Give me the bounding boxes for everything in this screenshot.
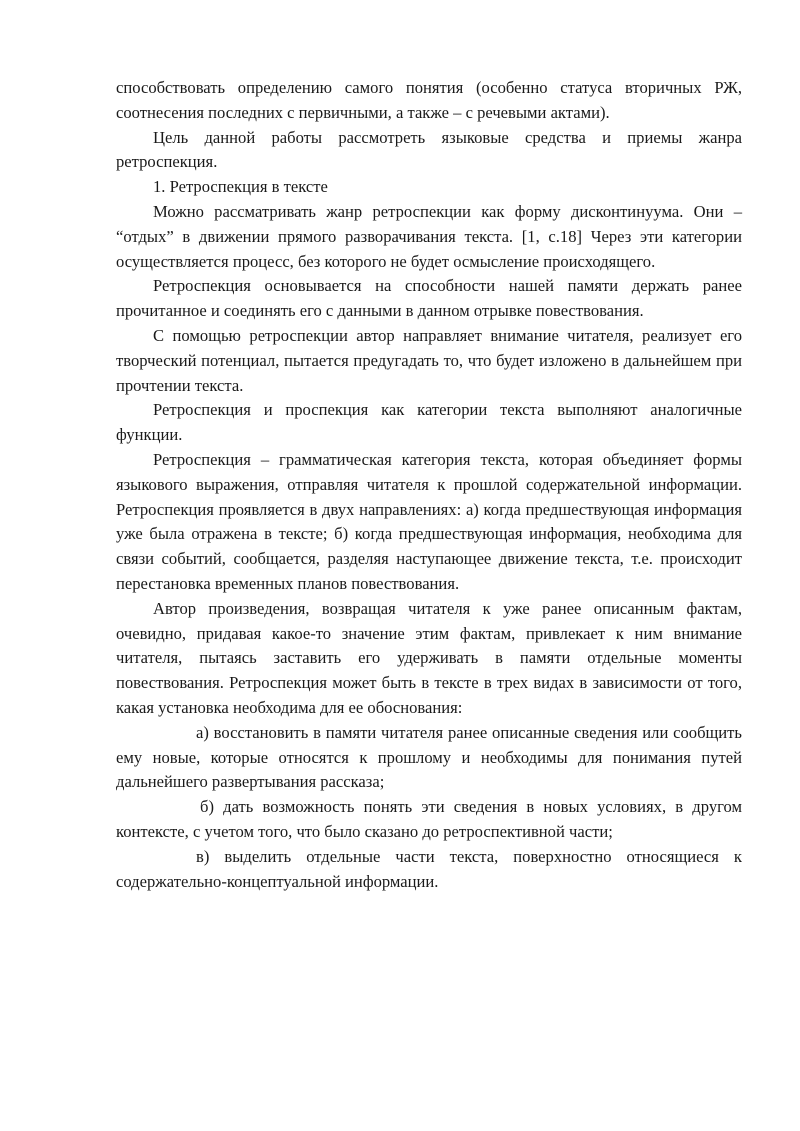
paragraph-memory: Ретроспекция основывается на способности нашей памяти держать ранее прочитанное и соединять его с данными в данном отрывке повествования. [116,276,742,321]
list-item-a: а) восстановить в памяти читателя ранее описанные сведения или сообщить ему новые, которые относятся к прошлому и необходимы для понимания путей дальнейшего развертывания рассказа; [116,722,742,792]
paragraph-discontinuum: Можно рассматривать жанр ретроспекции как форму дисконтинуума. Они – “отдых” в движении прямого разворачивания текста. [1, с.18] Через эти категории осуществляется процесс, без которого не будет осмысление происходящего. [116,201,742,271]
list-item-v: в) выделить отдельные части текста, поверхностно относящиеся к содержательно-концептуальной информации. [116,846,742,891]
paragraph-prospection: Ретроспекция и проспекция как категории текста выполняют аналогичные функции. [116,400,742,445]
paragraph-grammatical-category: Ретроспекция – грамматическая категория текста, которая объединяет формы языкового выражения, отправляя читателя к прошлой содержательной информации. Ретроспекция проявляется в двух направлениях: а) когда предшествующая информация уже была отражена в тексте; б) когда предшествующая информация, необходима для связи событий, сообщается, разделяя наступающее движение текста, т.е. происходит перестановка временных планов повествования. [116,449,742,593]
paragraph-author-attention: С помощью ретроспекции автор направляет внимание читателя, реализует его творческий потенциал, пытается предугадать то, что будет изложено в дальнейшем при прочтении текста. [116,325,742,395]
paragraph-continuation: способствовать определению самого понятия (особенно статуса вторичных РЖ, соотнесения последних с первичными, а также – с речевыми актами). [116,78,742,122]
list-item-b: б) дать возможность понять эти сведения в новых условиях, в другом контексте, с учетом того, что было сказано до ретроспективной части; [116,797,742,841]
paragraph-goal: Цель данной работы рассмотреть языковые средства и приемы жанра ретроспекция. [116,127,742,172]
document-page [116,76,742,894]
section-heading: 1. Ретроспекция в тексте [153,177,328,197]
paragraph-author-return: Автор произведения, возвращая читателя к уже ранее описанным фактам, очевидно, придавая какое-то значение этим фактам, привлекает к ним внимание читателя, пытаясь заставить его удерживать в памяти отдельные моменты повествования. Ретроспекция может быть в тексте в трех видах в зависимости от того, какая установка необходима для ее обоснования: [116,598,742,717]
